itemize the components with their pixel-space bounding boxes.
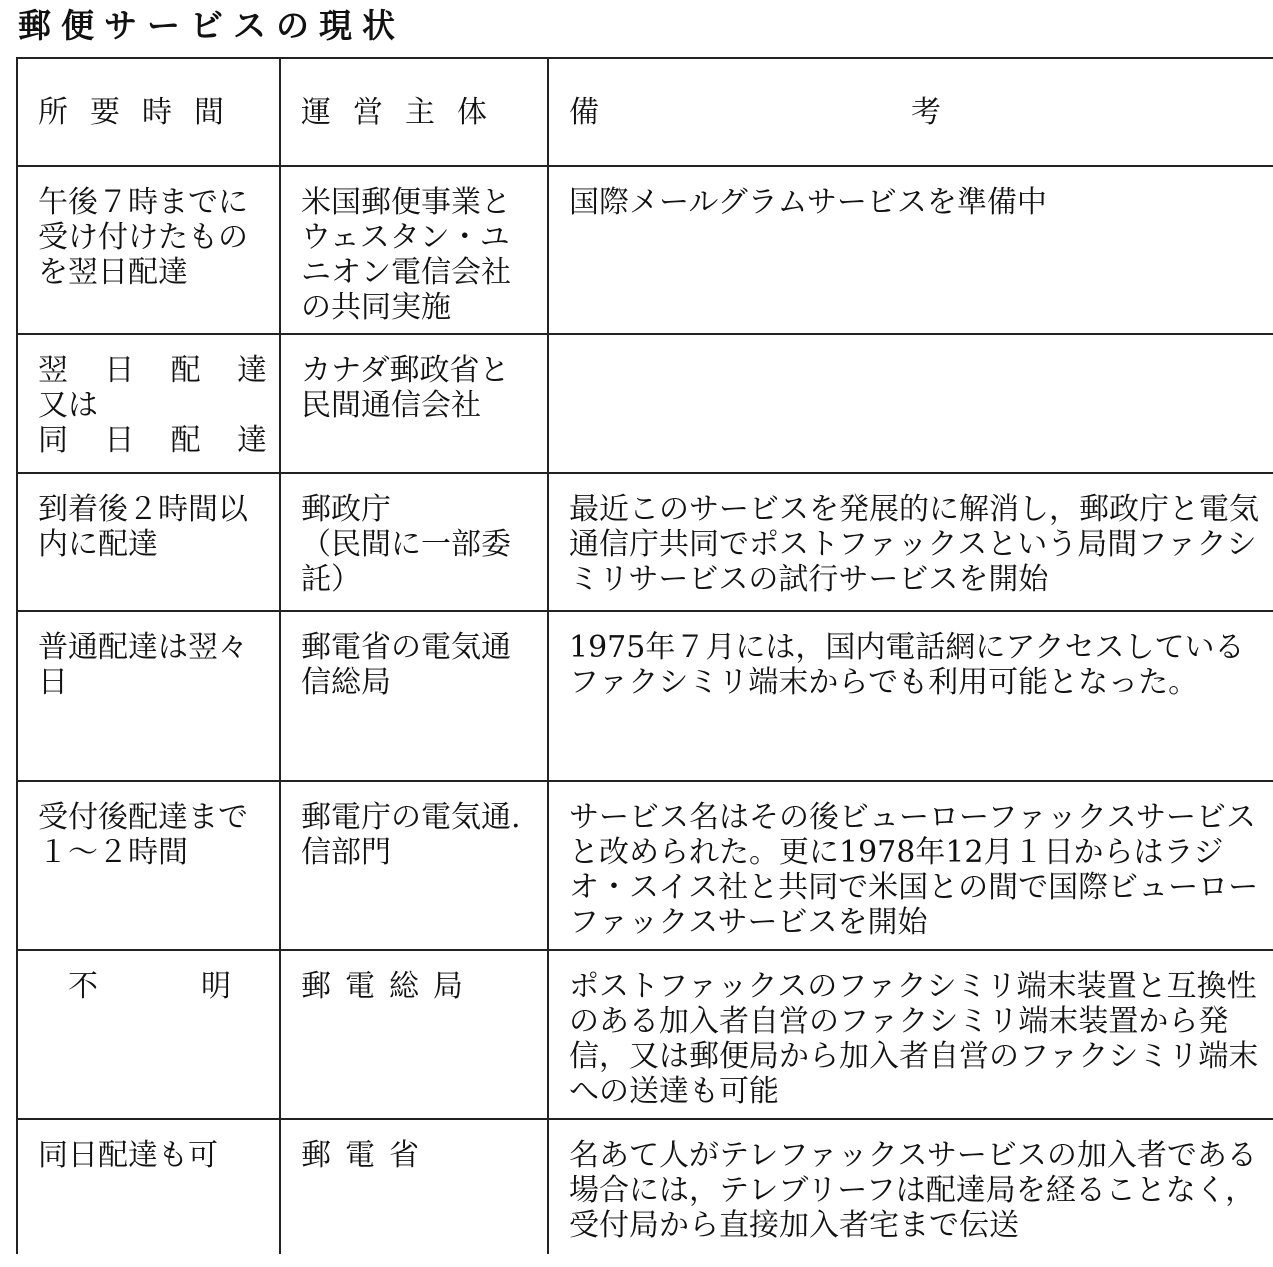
header-time: 所要時間 bbox=[17, 58, 280, 166]
cell-time bbox=[17, 334, 280, 473]
cell-org: カナダ郵政省と民間通信会社 bbox=[280, 334, 548, 473]
cell-time: 普通配達は翌々日 bbox=[17, 611, 280, 781]
time-line-3 bbox=[38, 423, 267, 458]
org-sub: （民間に一部委託） bbox=[301, 527, 511, 597]
cell-org bbox=[280, 473, 548, 611]
org-main: 郵政庁 bbox=[301, 492, 391, 527]
table-row bbox=[17, 334, 1273, 473]
header-note bbox=[548, 58, 1273, 166]
time-char: 同 bbox=[38, 423, 68, 458]
header-org: 運営主体 bbox=[280, 58, 548, 166]
time-char: 配 bbox=[170, 353, 201, 388]
cell-time: 午後７時までに受け付けたものを翌日配達 bbox=[17, 166, 280, 334]
cell-note: サービス名はその後ビューローファックスサービスと改められた。更に1978年12月１日からはラジオ・スイス社と共同で米国との間で国際ビューローファックスサービスを開始 bbox=[548, 781, 1273, 950]
table-row bbox=[17, 781, 1273, 950]
table-row bbox=[17, 166, 1273, 334]
cell-note bbox=[548, 334, 1273, 473]
header-note-right: 考 bbox=[911, 94, 941, 130]
cell-time bbox=[17, 950, 280, 1119]
cell-time: 同日配達も可 bbox=[17, 1119, 280, 1254]
time-unknown-left: 不 bbox=[68, 969, 98, 1004]
cell-time: 受付後配達まで１～２時間 bbox=[17, 781, 280, 950]
time-char: 達 bbox=[236, 423, 267, 458]
table-row bbox=[17, 473, 1273, 611]
time-unknown-right: 明 bbox=[201, 969, 231, 1004]
cell-note: 1975年７月には，国内電話網にアクセスしているファクシミリ端末からでも利用可能となった。 bbox=[548, 611, 1273, 781]
table-row bbox=[17, 950, 1273, 1119]
header-note-left: 備 bbox=[569, 94, 599, 130]
page-title: 郵便サービスの現状 bbox=[18, 6, 405, 45]
time-char: 翌 bbox=[38, 353, 68, 388]
time-char: 達 bbox=[236, 353, 267, 388]
time-line-2: 又は bbox=[38, 388, 98, 423]
time-char: 日 bbox=[104, 353, 135, 388]
cell-note: 名あて人がテレファックスサービスの加入者である場合には，テレブリーフは配達局を経ることなく，受付局から直接加入者宅まで伝送 bbox=[548, 1119, 1273, 1254]
cell-note: 国際メールグラムサービスを準備中 bbox=[548, 166, 1273, 334]
time-char: 日 bbox=[104, 423, 135, 458]
table-row bbox=[17, 1119, 1273, 1254]
cell-org: 郵電省の電気通信総局 bbox=[280, 611, 548, 781]
header-row bbox=[17, 58, 1273, 166]
cell-note: 最近このサービスを発展的に解消し，郵政庁と電気通信庁共同でポストファックスという局間ファクシミリサービスの試行サービスを開始 bbox=[548, 473, 1273, 611]
table-row bbox=[17, 611, 1273, 781]
cell-org: 郵電庁の電気通.信部門 bbox=[280, 781, 548, 950]
cell-time: 到着後２時間以内に配達 bbox=[17, 473, 280, 611]
cell-org: 郵電総局 bbox=[280, 950, 548, 1119]
time-unknown bbox=[38, 969, 267, 1004]
cell-org: 米国郵便事業とウェスタン・ユニオン電信会社の共同実施 bbox=[280, 166, 548, 334]
postal-service-table bbox=[16, 57, 1273, 1254]
time-char: 配 bbox=[170, 423, 201, 458]
time-line-1 bbox=[38, 353, 267, 388]
cell-note: ポストファックスのファクシミリ端末装置と互換性のある加入者自営のファクシミリ端末装置から発信，又は郵便局から加入者自営のファクシミリ端末への送達も可能 bbox=[548, 950, 1273, 1119]
cell-org: 郵電省 bbox=[280, 1119, 548, 1254]
